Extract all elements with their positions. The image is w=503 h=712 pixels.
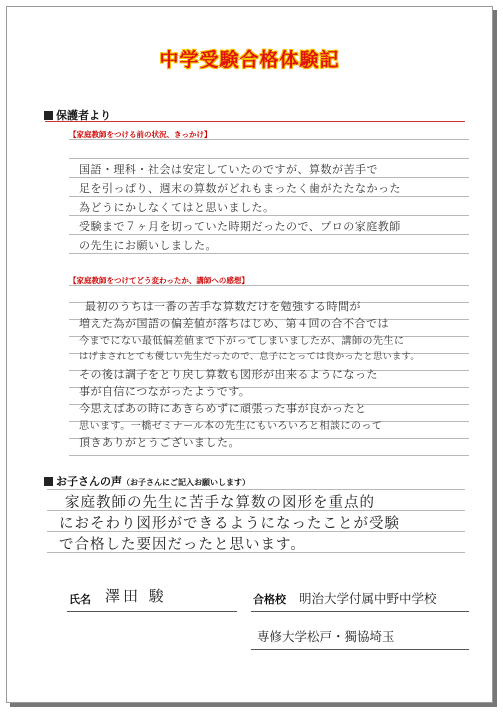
name-value: 澤田 駿: [105, 587, 167, 605]
square-bullet-icon: [44, 111, 53, 120]
child-section-heading: [44, 473, 250, 489]
school-underline-1: [251, 611, 469, 612]
child-text-line: で合格した要因だったと思います。: [59, 537, 306, 553]
box1-text-line: 為どうにかしなくてはと思いました。: [79, 201, 275, 214]
school-line-2: 専修大学松戸・獨協埼玉: [257, 629, 395, 644]
section-divider: [45, 121, 465, 122]
school-line-1: 明治大学付属中野中学校: [299, 591, 437, 606]
school-underline-2: [251, 649, 469, 650]
square-bullet-icon: [44, 477, 53, 486]
box2-text-line: はげまされとても優しい先生だったので、息子にとっては良かったと思います。: [79, 352, 420, 362]
child-heading-text: お子さんの声: [56, 475, 122, 488]
box1-text-line: 国語・理科・社会は安定していたのですが、算数が苦手で: [79, 163, 378, 176]
box2-text-line: その後は調子をとり戻し算数も図形が出来るようになった: [79, 368, 378, 381]
experience-sheet: [6, 6, 493, 703]
box1-text-line: 足を引っぱり、週末の算数がどれもまったく歯がたたなかった: [79, 182, 401, 195]
parent-heading-text: 保護者より: [56, 109, 111, 122]
box1-text-line: 受験まで７ヶ月を切っていた時期だったので、プロの家庭教師: [79, 220, 401, 233]
name-label: 氏名: [69, 593, 91, 606]
box2-text-line: 最初のうちは一番の苦手な算数だけを勉強する時間が: [85, 300, 361, 313]
child-text-line: 家庭教師の先生に苦手な算数の図形を重点的: [65, 495, 375, 511]
box2-text-line: 増えた為が国語の偏差値が落ちはじめ、第４回の合不合では: [79, 317, 390, 330]
child-text-line: におそわり図形ができるようになったことが受験: [59, 516, 400, 532]
box1-label: 【家庭教師をつける前の状況、きっかけ】: [69, 130, 212, 139]
box1-text-line: の先生にお願いしました。: [79, 239, 217, 252]
page-title: 中学受験合格体験記: [159, 49, 340, 71]
name-underline: [67, 611, 237, 612]
box2-text-line: 事が自信につながったようです。: [79, 385, 251, 398]
child-heading-note: （お子さんにご記入お願いします）: [122, 478, 250, 487]
box2-text-line: 頂きありがとうございました。: [79, 436, 240, 449]
box2-text-line: 今思えばあの時にあきらめずに頑張った事が良かったと: [79, 402, 367, 415]
box2-text-line: 今までにない最低偏差値まで下がってしまいましたが、講師の先生に: [79, 336, 405, 347]
box2-label: 【家庭教師をつけてどう変わったか、講師への感想】: [69, 276, 249, 285]
school-label: 合格校: [253, 593, 286, 606]
box2-text-line: 思います。一橋ゼミナール本の先生にもいろいろと相談にのって: [79, 421, 383, 432]
